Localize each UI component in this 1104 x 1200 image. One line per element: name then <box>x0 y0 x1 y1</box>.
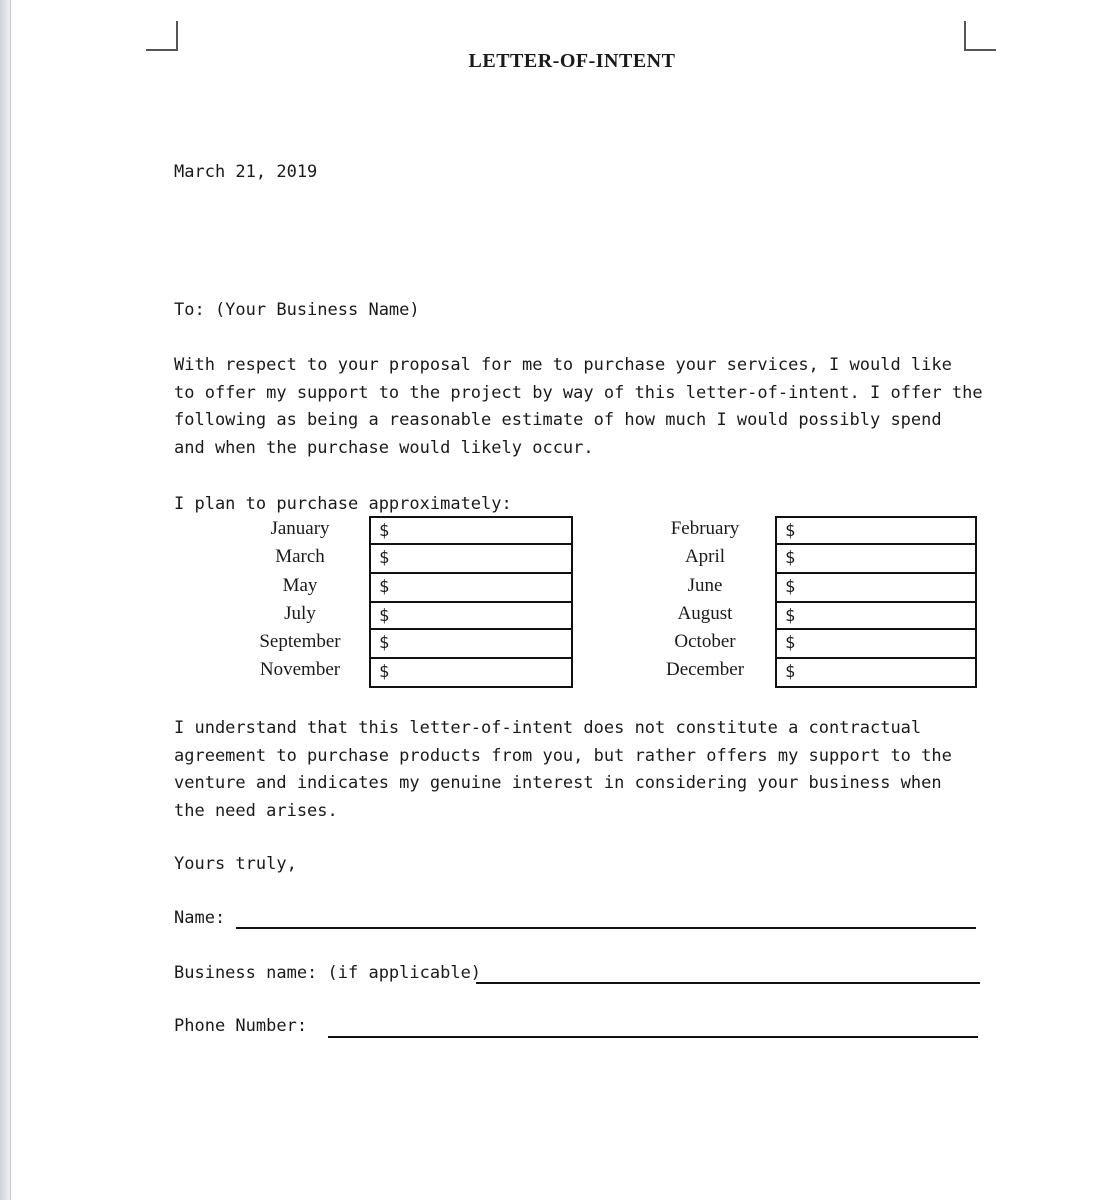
month-label-june: June <box>687 575 723 596</box>
month-label-march: March <box>275 546 325 567</box>
margin-corner-top-right <box>964 21 996 51</box>
month-label-april: April <box>684 546 726 567</box>
disclaimer-line: venture and indicates my genuine interest in considering your business when <box>174 773 942 793</box>
amount-field-september[interactable]: $ <box>369 630 573 659</box>
month-label-august: August <box>677 603 733 624</box>
month-label-may: May <box>282 575 318 596</box>
month-label-january: January <box>270 518 330 539</box>
intro-line: With respect to your proposal for me to purchase your services, I would like <box>174 355 952 375</box>
phone-number-signature-line[interactable] <box>328 1036 978 1038</box>
amount-field-august[interactable]: $ <box>775 603 977 630</box>
disclaimer-line: the need arises. <box>174 800 338 821</box>
month-label-july: July <box>284 603 316 624</box>
document-title: LETTER-OF-INTENT <box>468 50 676 72</box>
month-label-february: February <box>670 518 740 539</box>
amount-field-may[interactable]: $ <box>369 574 573 603</box>
name-label: Name: <box>174 908 226 928</box>
amount-field-december[interactable]: $ <box>775 659 977 688</box>
margin-corner-top-left <box>146 21 178 51</box>
disclaimer-line: I understand that this letter-of-intent does not constitute a contractual <box>174 718 922 738</box>
month-label-october: October <box>674 631 736 652</box>
disclaimer-paragraph <box>174 715 974 825</box>
amount-field-february[interactable]: $ <box>775 516 977 545</box>
business-name-signature-line[interactable] <box>476 982 980 984</box>
letter-date: March 21, 2019 <box>174 162 318 182</box>
amount-field-january[interactable]: $ <box>369 516 573 545</box>
disclaimer-line: agreement to purchase products from you, but rather offers my support to the <box>174 745 952 766</box>
month-label-november: November <box>259 659 341 680</box>
phone-number-label: Phone Number: <box>174 1016 308 1036</box>
name-signature-line[interactable] <box>236 927 976 929</box>
amount-field-november[interactable]: $ <box>369 659 573 688</box>
month-label-september: September <box>259 631 341 652</box>
to-line: To: (Your Business Name) <box>174 300 420 320</box>
amount-field-march[interactable]: $ <box>369 545 573 574</box>
amount-field-july[interactable]: $ <box>369 603 573 630</box>
amount-field-june[interactable]: $ <box>775 574 977 603</box>
amount-field-april[interactable]: $ <box>775 545 977 574</box>
intro-paragraph <box>174 352 983 462</box>
intro-line: and when the purchase would likely occur. <box>174 437 594 458</box>
business-name-label: Business name: (if applicable) <box>174 963 482 983</box>
month-label-december: December <box>665 659 745 680</box>
intro-line: following as being a reasonable estimate of how much I would possibly spend <box>174 410 942 430</box>
closing: Yours truly, <box>174 854 297 874</box>
page-edge <box>0 0 11 1200</box>
intro-line: to offer my support to the project by way of this letter-of-intent. I offer the <box>174 382 983 403</box>
plan-line: I plan to purchase approximately: <box>174 494 512 514</box>
amount-field-october[interactable]: $ <box>775 630 977 659</box>
